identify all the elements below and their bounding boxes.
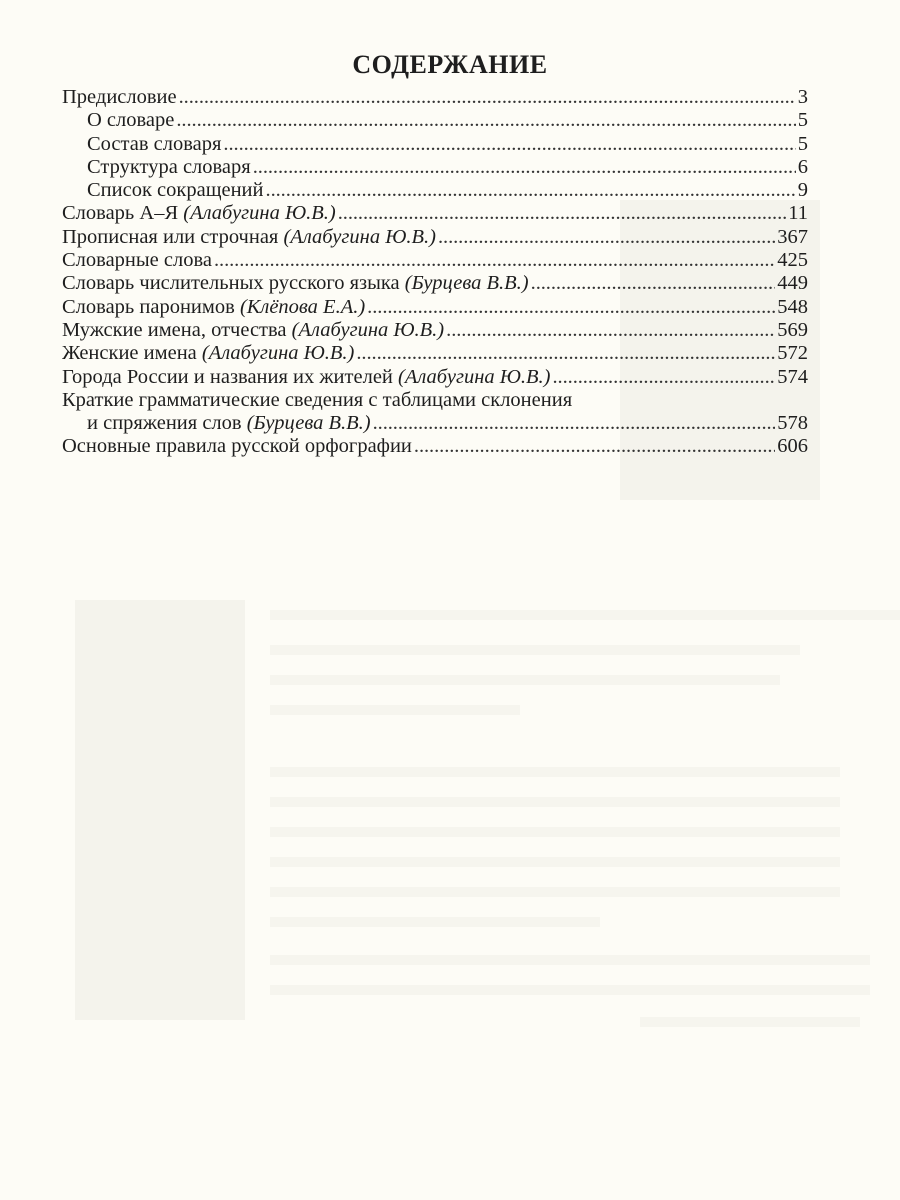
toc-entry-title <box>62 435 412 458</box>
toc-entry-text: Структура словаря <box>87 155 251 178</box>
dot-leader <box>176 109 795 132</box>
toc-entry-title <box>62 249 212 272</box>
toc-entry-title <box>62 342 354 365</box>
dot-leader <box>553 366 776 389</box>
toc-entry-title <box>62 226 436 249</box>
toc-entry-page: 449 <box>777 272 808 295</box>
toc-entry <box>62 249 808 272</box>
toc-entry-text: Мужские имена, отчества <box>62 318 292 341</box>
toc-entry-author: (Алабугина Ю.В.) <box>283 225 436 248</box>
toc-entry-page: 5 <box>797 109 808 132</box>
toc-entry <box>62 86 808 109</box>
toc-entry-text: Состав словаря <box>87 132 222 155</box>
toc-entry-text: О словаре <box>87 109 175 132</box>
dot-leader <box>266 179 796 202</box>
toc-entry-text: Города России и названия их жителей <box>62 365 399 388</box>
toc-entry-text: Словарь паронимов <box>62 295 240 318</box>
toc-entry <box>62 202 808 225</box>
toc-entry-text: Основные правила русской орфографии <box>62 435 412 458</box>
toc-entry-page: 574 <box>777 365 808 388</box>
toc-entry-title <box>87 133 221 156</box>
toc-entry-text: Список сокращений <box>87 179 264 202</box>
toc-entry-page: 11 <box>788 202 808 225</box>
dot-leader <box>531 272 776 295</box>
toc-entry-title <box>87 109 174 132</box>
toc-entry-title <box>62 202 336 225</box>
toc-entry-page: 572 <box>777 342 808 365</box>
page-title: СОДЕРЖАНИЕ <box>352 50 548 79</box>
dot-leader <box>414 435 775 458</box>
toc-entry <box>62 109 808 132</box>
toc-entry-text: Женские имена <box>62 342 202 365</box>
toc-entry-text: Словарные слова <box>62 249 212 272</box>
toc-entry-page: 5 <box>797 132 808 155</box>
toc-entry-title <box>62 86 177 109</box>
toc-entry <box>62 226 808 249</box>
dot-leader <box>179 86 796 109</box>
toc-entry-page: 367 <box>777 225 808 248</box>
toc-entry-title <box>62 272 529 295</box>
toc-entry <box>62 133 808 156</box>
toc-entry-page: 3 <box>797 86 808 108</box>
toc-entry-author: (Алабугина Ю.В.) <box>201 342 355 365</box>
toc-entry-title <box>62 389 572 412</box>
dot-leader <box>253 156 796 179</box>
toc-entry <box>62 412 808 435</box>
toc-entry-page: 578 <box>777 412 808 435</box>
dot-leader <box>214 249 775 272</box>
toc-entry-text: Словарь числительных русского языка <box>62 272 405 295</box>
dot-leader <box>367 296 775 319</box>
toc-entry-author: (Алабугина Ю.В.) <box>183 202 336 225</box>
toc-entry <box>62 296 808 319</box>
toc-entry-text: Краткие грамматические сведения с таблицами склонения <box>62 388 573 411</box>
toc-entry-page: 425 <box>777 249 808 272</box>
toc-entry-title <box>62 366 551 389</box>
toc-entry <box>62 179 808 202</box>
toc-entry-author: (Бурцева В.В.) <box>246 412 371 435</box>
toc-entry-page: 6 <box>797 155 808 178</box>
dot-leader <box>338 202 787 225</box>
toc-entry-text: Предисловие <box>62 86 177 108</box>
toc-entry-page: 606 <box>777 435 808 458</box>
toc-entry <box>62 319 808 342</box>
dot-leader <box>356 342 775 365</box>
dot-leader <box>223 133 795 156</box>
toc-entry-author: (Бурцева В.В.) <box>404 272 529 295</box>
toc-entry <box>62 272 808 295</box>
toc-entry <box>62 389 808 412</box>
toc-entry-title <box>87 156 251 179</box>
toc-entry-author: (Алабугина Ю.В.) <box>291 318 445 341</box>
toc-entry-title <box>62 296 365 319</box>
toc-entry <box>62 435 808 458</box>
toc-entry-text: и спряжения слов <box>87 412 247 435</box>
toc-entry-text: Прописная или строчная <box>62 225 284 248</box>
dot-leader <box>438 226 775 249</box>
table-of-contents <box>62 86 808 459</box>
toc-entry-page: 569 <box>777 318 808 341</box>
toc-entry <box>62 156 808 179</box>
dot-leader <box>373 412 776 435</box>
toc-entry <box>62 366 808 389</box>
toc-entry-author: (Алабугина Ю.В.) <box>398 365 551 388</box>
toc-entry-title <box>87 179 264 202</box>
toc-entry <box>62 342 808 365</box>
dot-leader <box>446 319 775 342</box>
toc-entry-page: 548 <box>777 295 808 318</box>
toc-entry-title <box>87 412 371 435</box>
toc-entry-author: (Клёпова Е.А.) <box>239 295 366 318</box>
toc-entry-page: 9 <box>797 179 808 202</box>
toc-entry-title <box>62 319 444 342</box>
toc-entry-text: Словарь А–Я <box>62 202 184 225</box>
